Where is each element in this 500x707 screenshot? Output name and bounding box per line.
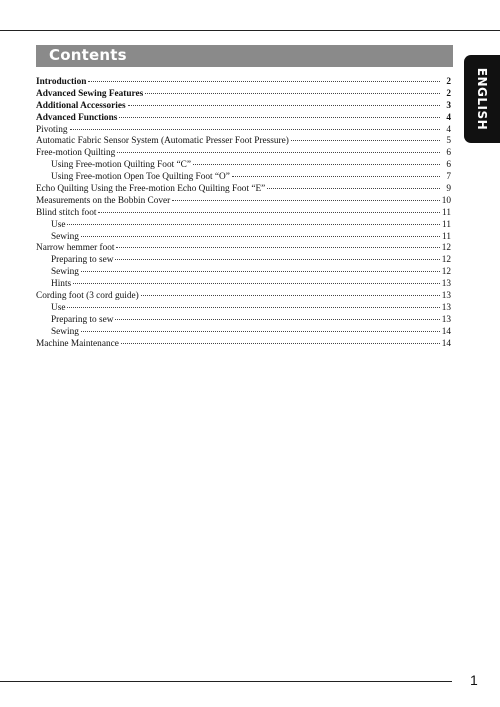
toc-entry-label: Narrow hemmer foot xyxy=(36,243,115,254)
dot-leader xyxy=(119,117,440,118)
contents-title-bar xyxy=(36,45,453,67)
toc-entry-label: Sewing xyxy=(51,231,79,242)
toc-entry-page-number: 12 xyxy=(441,243,451,254)
toc-entry[interactable] xyxy=(36,101,454,113)
toc-entry[interactable] xyxy=(36,196,454,208)
page-title: Contents xyxy=(49,46,127,64)
toc-entry-page-number: 11 xyxy=(442,231,451,242)
toc-entry-page-number: 13 xyxy=(441,291,451,302)
toc-entry-label: Measurements on the Bobbin Cover xyxy=(36,195,171,206)
page-number: 1 xyxy=(470,672,478,688)
toc-entry[interactable] xyxy=(36,184,454,196)
toc-entry-label: Sewing xyxy=(51,267,79,278)
dot-leader xyxy=(128,105,440,106)
table-of-contents xyxy=(36,77,454,350)
toc-entry[interactable] xyxy=(36,148,454,160)
toc-entry-label: Hints xyxy=(51,279,72,290)
dot-leader xyxy=(193,164,440,165)
toc-entry-page-number: 6 xyxy=(446,148,451,159)
toc-entry-label: Automatic Fabric Sensor System (Automatic Presser Foot Pressure) xyxy=(36,136,289,147)
toc-entry-label: Use xyxy=(51,302,66,313)
dot-leader xyxy=(70,129,440,130)
toc-entry-label: Blind stitch foot xyxy=(36,207,97,218)
toc-entry-page-number: 9 xyxy=(446,184,451,195)
toc-entry-label: Echo Quilting Using the Free-motion Echo Quilting Foot “E” xyxy=(36,184,266,195)
toc-entry[interactable] xyxy=(36,327,454,339)
toc-entry[interactable] xyxy=(36,303,454,315)
toc-entry-label: Preparing to sew xyxy=(51,255,114,266)
toc-entry-page-number: 14 xyxy=(441,338,451,349)
toc-entry[interactable] xyxy=(36,208,454,220)
toc-entry-page-number: 12 xyxy=(441,267,451,278)
toc-entry-label: Cording foot (3 cord guide) xyxy=(36,291,139,302)
dot-leader xyxy=(172,200,439,201)
toc-entry-page-number: 6 xyxy=(446,160,451,171)
toc-entry[interactable] xyxy=(36,339,454,351)
toc-entry-label: Additional Accessories xyxy=(36,100,126,111)
toc-entry[interactable] xyxy=(36,291,454,303)
dot-leader xyxy=(81,331,440,332)
toc-entry-page-number: 5 xyxy=(446,136,451,147)
dot-leader xyxy=(115,259,439,260)
toc-entry-page-number: 13 xyxy=(441,279,451,290)
toc-entry[interactable] xyxy=(36,220,454,232)
toc-entry-page-number: 4 xyxy=(446,124,451,135)
dot-leader xyxy=(81,236,440,237)
dot-leader xyxy=(115,319,439,320)
dot-leader xyxy=(267,188,440,189)
bottom-rule xyxy=(0,681,452,682)
toc-entry-page-number: 7 xyxy=(446,172,451,183)
dot-leader xyxy=(73,283,440,284)
dot-leader xyxy=(67,224,440,225)
toc-entry-label: Sewing xyxy=(51,326,79,337)
language-tab-label: ENGLISH xyxy=(475,67,489,131)
toc-entry-page-number: 10 xyxy=(441,195,451,206)
dot-leader xyxy=(145,93,440,94)
dot-leader xyxy=(98,212,440,213)
language-tab[interactable] xyxy=(464,55,500,143)
toc-entry[interactable] xyxy=(36,243,454,255)
toc-entry[interactable] xyxy=(36,255,454,267)
toc-entry-page-number: 11 xyxy=(442,219,451,230)
toc-entry-label: Using Free-motion Quilting Foot “C” xyxy=(51,160,191,171)
toc-entry-page-number: 2 xyxy=(446,88,451,99)
dot-leader xyxy=(116,247,439,248)
toc-entry-label: Machine Maintenance xyxy=(36,338,119,349)
toc-entry-page-number: 13 xyxy=(441,302,451,313)
toc-entry[interactable] xyxy=(36,77,454,89)
dot-leader xyxy=(232,176,440,177)
toc-entry[interactable] xyxy=(36,172,454,184)
dot-leader xyxy=(81,271,440,272)
toc-entry-label: Using Free-motion Open Toe Quilting Foot “O” xyxy=(51,172,230,183)
dot-leader xyxy=(117,152,440,153)
dot-leader xyxy=(67,307,439,308)
toc-entry-page-number: 14 xyxy=(441,326,451,337)
toc-entry[interactable] xyxy=(36,136,454,148)
dot-leader xyxy=(88,81,440,82)
dot-leader xyxy=(121,343,440,344)
toc-entry-page-number: 4 xyxy=(446,112,451,123)
toc-entry[interactable] xyxy=(36,232,454,244)
toc-entry[interactable] xyxy=(36,279,454,291)
toc-entry-page-number: 11 xyxy=(442,207,451,218)
toc-entry-label: Advanced Sewing Features xyxy=(36,88,144,99)
toc-entry-page-number: 13 xyxy=(441,314,451,325)
toc-entry[interactable] xyxy=(36,89,454,101)
dot-leader xyxy=(291,140,440,141)
toc-entry-label: Advanced Functions xyxy=(36,112,118,123)
toc-entry-page-number: 3 xyxy=(446,100,451,111)
toc-entry[interactable] xyxy=(36,160,454,172)
dot-leader xyxy=(141,295,440,296)
toc-entry-label: Introduction xyxy=(36,77,87,87)
top-rule xyxy=(0,30,500,31)
toc-entry[interactable] xyxy=(36,125,454,137)
toc-entry-label: Pivoting xyxy=(36,124,68,135)
toc-entry[interactable] xyxy=(36,267,454,279)
toc-entry-page-number: 12 xyxy=(441,255,451,266)
toc-entry-label: Free-motion Quilting xyxy=(36,148,116,159)
toc-entry[interactable] xyxy=(36,113,454,125)
toc-entry-label: Use xyxy=(51,219,66,230)
toc-entry[interactable] xyxy=(36,315,454,327)
toc-entry-label: Preparing to sew xyxy=(51,314,114,325)
toc-entry-page-number: 2 xyxy=(446,77,451,87)
